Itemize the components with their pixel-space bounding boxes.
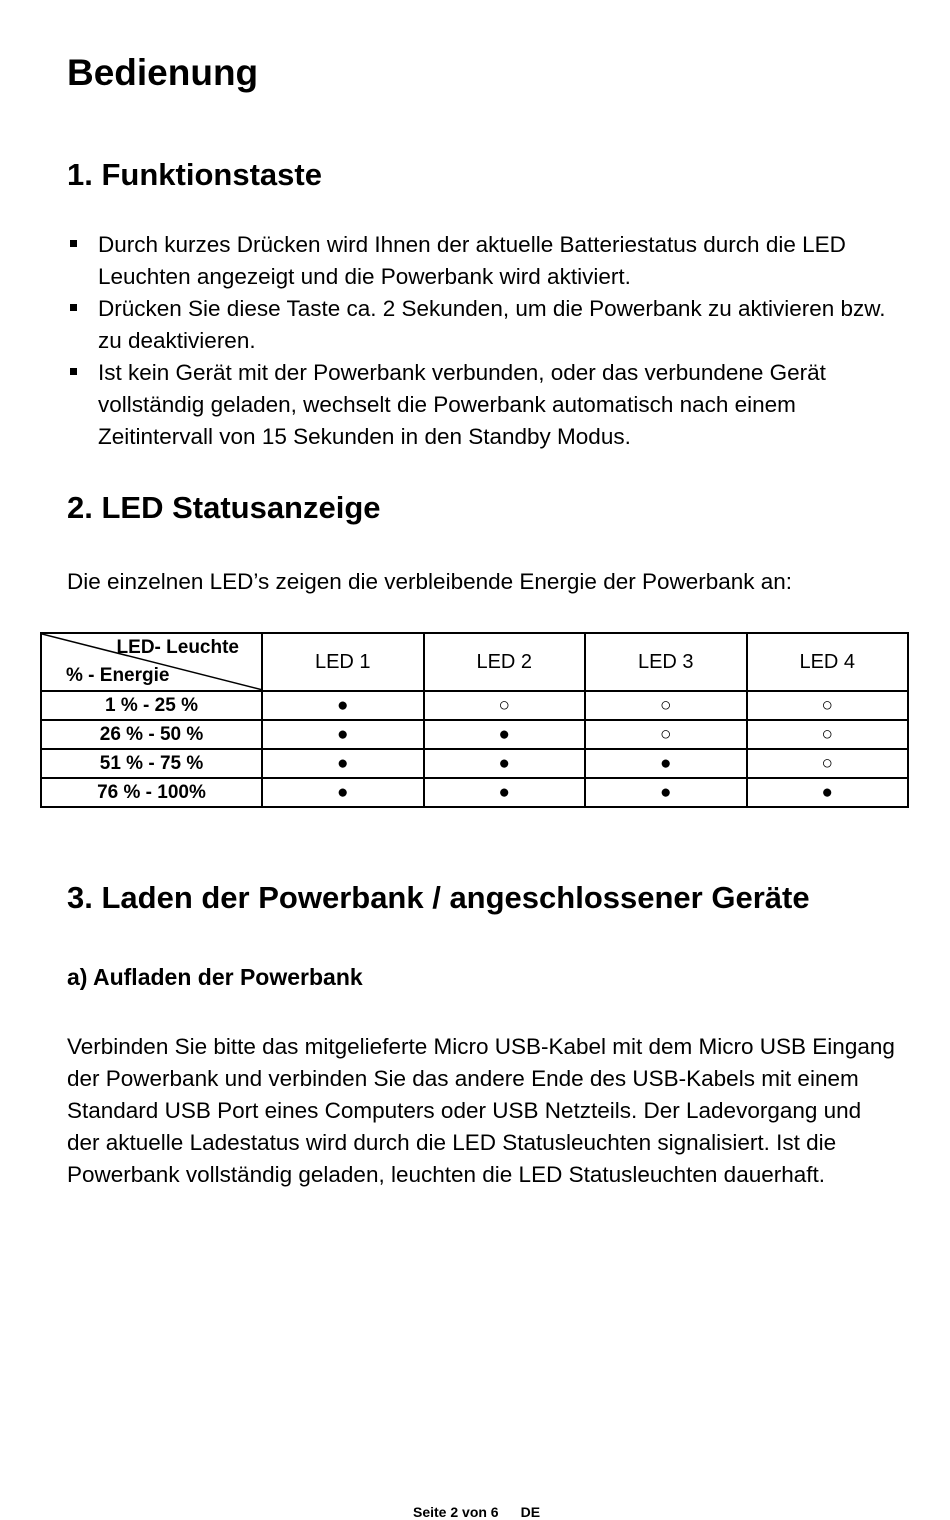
column-header-led-2: LED 2 bbox=[424, 633, 586, 691]
table-row bbox=[41, 691, 908, 720]
led-status-table bbox=[40, 632, 909, 808]
page-title: Bedienung bbox=[67, 52, 259, 93]
led-state-cell: ○ bbox=[424, 691, 586, 720]
column-header-led-1: LED 1 bbox=[262, 633, 424, 691]
led-state-cell: ● bbox=[585, 778, 747, 807]
table-header-row bbox=[41, 633, 908, 691]
column-header-led-3: LED 3 bbox=[585, 633, 747, 691]
column-header-led-4: LED 4 bbox=[747, 633, 909, 691]
led-state-cell: ○ bbox=[585, 720, 747, 749]
led-state-cell: ● bbox=[424, 749, 586, 778]
bullet-square-icon bbox=[70, 240, 77, 247]
led-state-cell: ○ bbox=[585, 691, 747, 720]
energy-range-cell: 26 % - 50 % bbox=[41, 720, 262, 749]
corner-label-energy: % - Energie bbox=[66, 665, 170, 686]
led-state-cell: ● bbox=[262, 720, 424, 749]
list-item bbox=[67, 357, 897, 453]
table-corner-cell bbox=[41, 633, 262, 691]
page-footer bbox=[413, 1504, 540, 1520]
led-state-cell: ○ bbox=[747, 720, 909, 749]
led-state-cell: ● bbox=[262, 691, 424, 720]
list-item bbox=[67, 293, 897, 357]
led-state-cell: ○ bbox=[747, 749, 909, 778]
page-number: Seite 2 von 6 bbox=[413, 1504, 499, 1520]
table-row bbox=[41, 720, 908, 749]
section-3-heading: 3. Laden der Powerbank / angeschlossener Geräte bbox=[67, 880, 810, 915]
list-item-text: Drücken Sie diese Taste ca. 2 Sekunden, um die Powerbank zu aktivieren bzw. zu deaktivieren. bbox=[98, 296, 886, 353]
corner-label-led: LED- Leuchte bbox=[116, 637, 239, 658]
led-state-cell: ● bbox=[262, 778, 424, 807]
led-state-cell: ● bbox=[424, 720, 586, 749]
table-row bbox=[41, 749, 908, 778]
led-state-cell: ● bbox=[262, 749, 424, 778]
energy-range-cell: 51 % - 75 % bbox=[41, 749, 262, 778]
bullet-square-icon bbox=[70, 304, 77, 311]
list-item bbox=[67, 229, 897, 293]
led-state-cell: ● bbox=[585, 749, 747, 778]
section-2-heading: 2. LED Statusanzeige bbox=[67, 490, 381, 525]
language-code: DE bbox=[520, 1504, 541, 1520]
function-key-list bbox=[67, 229, 897, 453]
section-1-heading: 1. Funktionstaste bbox=[67, 157, 322, 192]
list-item-text: Durch kurzes Drücken wird Ihnen der aktuelle Batteriestatus durch die LED Leuchten angezeigt und die Powerbank wird aktiviert. bbox=[98, 232, 846, 289]
bullet-square-icon bbox=[70, 368, 77, 375]
led-intro-text: Die einzelnen LED’s zeigen die verbleibende Energie der Powerbank an: bbox=[67, 569, 793, 594]
charging-instructions-text: Verbinden Sie bitte das mitgelieferte Micro USB-Kabel mit dem Micro USB Eingang der Powerbank und verbinden Sie das andere Ende des USB-Kabels mit einem Standard USB Port eines Computers oder USB Netzteils. Der Ladevorgang und der aktuelle Ladestatus wird durch die LED Statusleuchten signalisiert. Ist die Powerbank vollständig geladen, leuchten die LED Statusleuchten dauerhaft. bbox=[67, 1034, 895, 1187]
table-row bbox=[41, 778, 908, 807]
energy-range-cell: 76 % - 100% bbox=[41, 778, 262, 807]
led-state-cell: ● bbox=[747, 778, 909, 807]
subsection-a-heading: a) Aufladen der Powerbank bbox=[67, 964, 363, 990]
led-state-cell: ● bbox=[424, 778, 586, 807]
led-state-cell: ○ bbox=[747, 691, 909, 720]
list-item-text: Ist kein Gerät mit der Powerbank verbunden, oder das verbundene Gerät vollständig geladen, wechselt die Powerbank automatisch nach einem Zeitintervall von 15 Sekunden in den Standby Modus. bbox=[98, 360, 826, 449]
energy-range-cell: 1 % - 25 % bbox=[41, 691, 262, 720]
